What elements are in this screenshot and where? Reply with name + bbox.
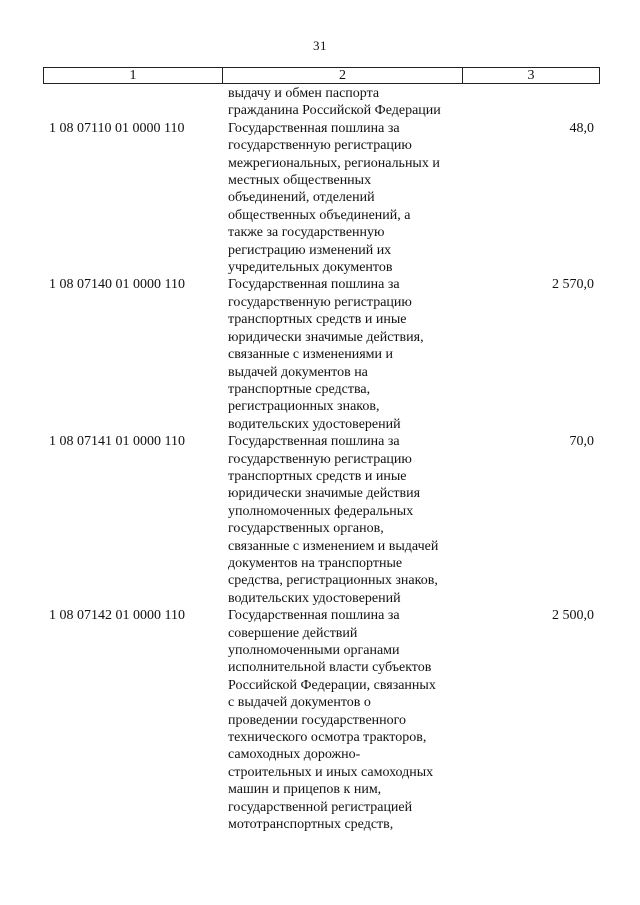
row-description xyxy=(227,120,467,277)
description-line: выдачу и обмен паспорта xyxy=(228,86,380,101)
row-description xyxy=(227,607,467,833)
table-row xyxy=(43,276,600,433)
description-line: технического осмотра тракторов, xyxy=(228,730,427,746)
row-description xyxy=(227,276,467,433)
row-code: 1 08 07110 01 0000 110 xyxy=(49,120,185,136)
description-line: местных общественных xyxy=(228,173,372,189)
row-description xyxy=(227,433,467,607)
row-amount: 70,0 xyxy=(569,434,594,450)
table-row xyxy=(43,85,600,120)
row-amount xyxy=(467,85,600,120)
row-code: 1 08 07141 01 0000 110 xyxy=(49,434,185,450)
description-line: уполномоченных федеральных xyxy=(228,503,414,519)
description-line: проведении государственного xyxy=(228,712,407,728)
description-line: Государственная пошлина за xyxy=(228,608,400,624)
description-line: мототранспортных средств, xyxy=(228,817,394,833)
row-amount: 2 500,0 xyxy=(552,608,594,624)
description-line: выдачей документов на xyxy=(228,364,368,380)
description-line: учредительных документов xyxy=(228,260,393,276)
description-line: Государственная пошлина за xyxy=(228,120,400,136)
description-line: машин и прицепов к ним, xyxy=(228,782,382,798)
header-col-3: 3 xyxy=(527,68,535,83)
description-line: водительских удостоверений xyxy=(228,590,401,606)
description-line: исполнительной власти субъектов xyxy=(228,660,432,676)
description-line: регистрационных знаков, xyxy=(228,399,380,415)
page-number: 31 xyxy=(313,38,327,53)
description-line: связанные с изменениями и xyxy=(228,347,394,363)
description-line: регистрацию изменений их xyxy=(228,242,392,258)
table-row xyxy=(43,607,600,833)
table-row xyxy=(43,120,600,277)
description-line: гражданина Российской Федерации xyxy=(228,103,441,119)
header-col-1: 1 xyxy=(44,68,223,83)
description-line: средства, регистрационных знаков, xyxy=(228,573,438,589)
description-line: объединений, отделений xyxy=(228,190,375,206)
description-line: уполномоченными органами xyxy=(228,643,400,658)
description-line: межрегиональных, региональных и xyxy=(228,155,440,171)
row-amount: 2 570,0 xyxy=(552,277,594,293)
description-line: Государственная пошлина за xyxy=(228,434,400,450)
row-description xyxy=(227,85,467,120)
description-line: Российской Федерации, связанных xyxy=(228,677,436,693)
description-line: транспортных средств и иные xyxy=(228,312,407,328)
row-code xyxy=(43,85,227,120)
description-line: с выдачей документов о xyxy=(228,695,371,711)
description-line: транспортных средств и иные xyxy=(228,468,407,484)
row-code: 1 08 07140 01 0000 110 xyxy=(49,277,185,293)
description-line: общественных объединений, а xyxy=(228,207,411,223)
table-header xyxy=(43,67,600,84)
description-line: транспортные средства, xyxy=(228,381,371,397)
description-line: документов на транспортные xyxy=(228,555,403,571)
table-body xyxy=(43,85,600,833)
description-line: государственную регистрацию xyxy=(228,451,412,467)
table-row xyxy=(43,433,600,607)
description-line: государственную регистрацию xyxy=(228,294,412,310)
description-line: государственных органов, xyxy=(228,521,384,537)
description-line: совершение действий xyxy=(228,625,358,641)
description-line: юридически значимые действия xyxy=(228,486,421,502)
description-line: самоходных дорожно- xyxy=(228,747,361,763)
description-line: государственную регистрацию xyxy=(228,138,412,154)
row-code: 1 08 07142 01 0000 110 xyxy=(49,608,185,624)
description-line: строительных и иных самоходных xyxy=(228,764,434,780)
description-line: юридически значимые действия, xyxy=(228,329,424,345)
row-amount: 48,0 xyxy=(569,120,594,136)
description-line: государственной регистрацией xyxy=(228,799,413,815)
header-col-2: 2 xyxy=(223,68,463,83)
description-line: связанные с изменением и выдачей xyxy=(228,538,439,554)
description-line: также за государственную xyxy=(228,225,385,241)
description-line: водительских удостоверений xyxy=(228,416,401,432)
description-line: Государственная пошлина за xyxy=(228,277,400,293)
